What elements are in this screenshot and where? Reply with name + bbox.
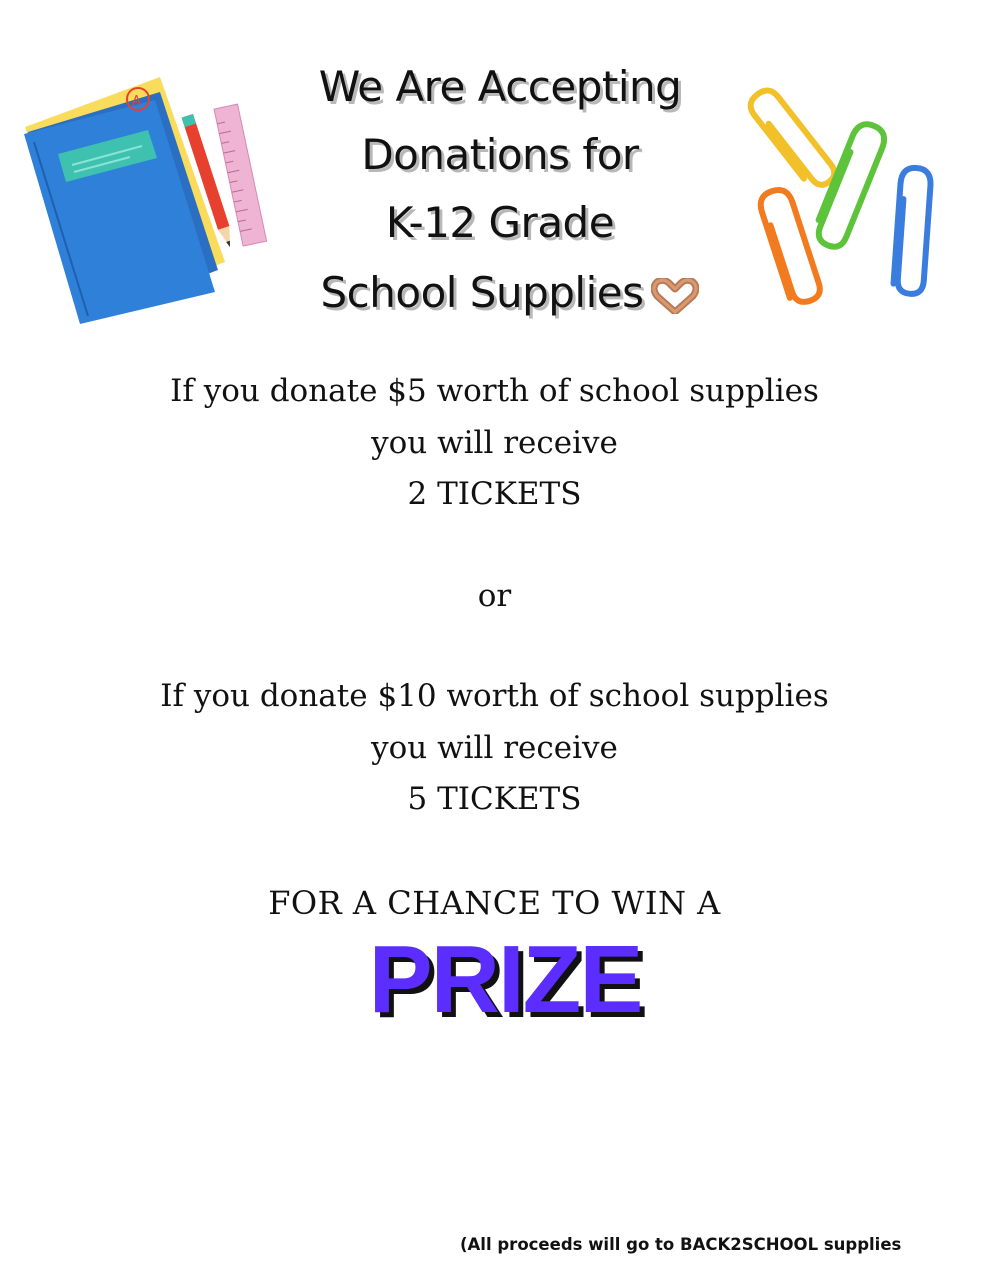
headline-line-4 [300,268,720,317]
headline-line-4-text: School Supplies [320,268,644,317]
offer2-line-3: 5 TICKETS [407,781,582,817]
offer1-line-1: If you donate $5 worth of school supplies [170,373,819,409]
headline-line-2: Donations for [361,130,639,179]
headline-line-1: We Are Accepting [318,62,682,111]
headline-line-3: K-12 Grade [385,198,615,247]
offer1-line-2: you will receive [371,425,618,461]
or-separator: or [477,578,512,614]
offer2-line-1: If you donate $10 worth of school supplies [160,678,829,714]
offer1-line-3: 2 TICKETS [407,476,582,512]
heart-hands-icon [651,278,699,314]
prize-heading: PRIZE [368,926,642,1033]
svg-text:A: A [132,94,141,109]
chance-to-win-text: FOR A CHANCE TO WIN A [268,884,721,922]
offer2-line-2: you will receive [371,730,618,766]
paperclips-illustration-icon [730,80,945,305]
proceeds-note: (All proceeds will go to BACK2SCHOOL supplies [460,1235,902,1254]
